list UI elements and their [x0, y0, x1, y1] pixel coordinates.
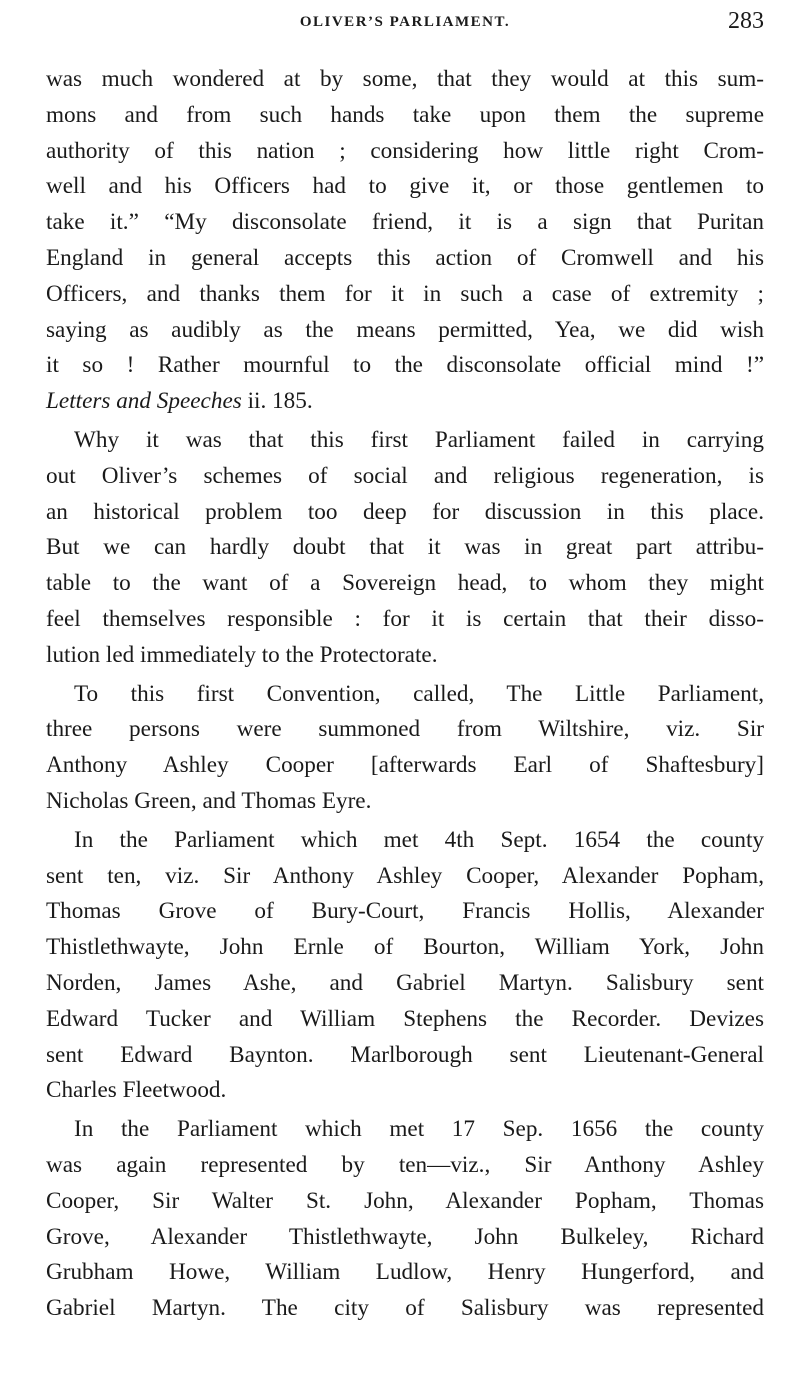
book-page — [46, 0, 764, 1330]
text-line: In the Parliament which met 17 Sep. 1656 the county — [74, 1116, 764, 1143]
text-line: three persons were summoned from Wiltshire, viz. Sir — [46, 716, 764, 743]
text-line: But we can hardly doubt that it was in great part attribu- — [46, 534, 764, 561]
paragraph — [46, 423, 764, 674]
text-line: Gabriel Martyn. The city of Salisbury was represented — [46, 1295, 764, 1322]
text-line: sent ten, viz. Sir Anthony Ashley Cooper, Alexander Popham, — [46, 862, 764, 889]
text-line: take it.” “My disconsolate friend, it is a sign that Puritan — [46, 209, 764, 236]
text-line: an historical problem too deep for discussion in this place. — [46, 498, 764, 525]
text-line: Officers, and thanks them for it in such a case of extremity ; — [46, 280, 764, 307]
paragraph-continuation — [46, 62, 764, 420]
text-line: England in general accepts this action of Cromwell and his — [46, 244, 764, 271]
text-line: Anthony Ashley Cooper [afterwards Earl of Shaftesbury] — [46, 752, 764, 779]
text-line: Norden, James Ashe, and Gabriel Martyn. Salisbury sent — [46, 969, 764, 996]
text-line: out Oliver’s schemes of social and religious regeneration, is — [46, 462, 764, 489]
text-line: sent Edward Baynton. Marlborough sent Lieutenant-General — [46, 1041, 764, 1068]
paragraph — [46, 1112, 764, 1327]
page-number: 283 — [728, 8, 764, 34]
text-line: Charles Fleetwood. — [46, 1077, 227, 1104]
text-line: Thomas Grove of Bury-Court, Francis Hollis, Alexander — [46, 898, 764, 925]
running-title: OLIVER’S PARLIAMENT. — [299, 14, 511, 30]
text-line: authority of this nation ; considering how little right Crom- — [46, 137, 764, 164]
text-line: Cooper, Sir Walter St. John, Alexander Popham, Thomas — [46, 1187, 764, 1214]
text-line: saying as audibly as the means permitted, Yea, we did wish — [46, 316, 764, 343]
text-line: In the Parliament which met 4th Sept. 1654 the county — [74, 826, 764, 853]
citation-reference: ii. 185. — [241, 388, 313, 415]
text-line: lution led immediately to the Protectorate. — [46, 641, 438, 668]
body-text — [46, 62, 764, 1327]
text-line: Grubham Howe, William Ludlow, Henry Hungerford, and — [46, 1259, 764, 1286]
text-line: feel themselves responsible : for it is certain that their disso- — [46, 605, 764, 632]
text-line: mons and from such hands take upon them the supreme — [46, 101, 764, 128]
text-line: was again represented by ten—viz., Sir Anthony Ashley — [46, 1151, 764, 1178]
text-line: Why it was that this first Parliament failed in carrying — [74, 426, 764, 453]
text-line: Thistlethwayte, John Ernle of Bourton, William York, John — [46, 934, 764, 961]
text-line: Edward Tucker and William Stephens the Recorder. Devizes — [46, 1005, 764, 1032]
citation-line — [46, 384, 764, 420]
text-line: table to the want of a Sovereign head, to whom they might — [46, 570, 764, 597]
text-line: it so ! Rather mournful to the disconsolate official mind !” — [46, 352, 764, 379]
text-line: was much wondered at by some, that they would at this sum- — [46, 66, 764, 92]
text-line: well and his Officers had to give it, or those gentlemen to — [46, 173, 764, 200]
text-line: Grove, Alexander Thistlethwayte, John Bulkeley, Richard — [46, 1223, 764, 1250]
paragraph — [46, 823, 764, 1109]
running-head — [46, 0, 764, 40]
paragraph — [46, 677, 764, 820]
citation-title: Letters and Speeches — [46, 388, 242, 415]
text-line: Nicholas Green, and Thomas Eyre. — [46, 787, 372, 814]
text-line: To this first Convention, called, The Little Parliament, — [74, 680, 764, 707]
